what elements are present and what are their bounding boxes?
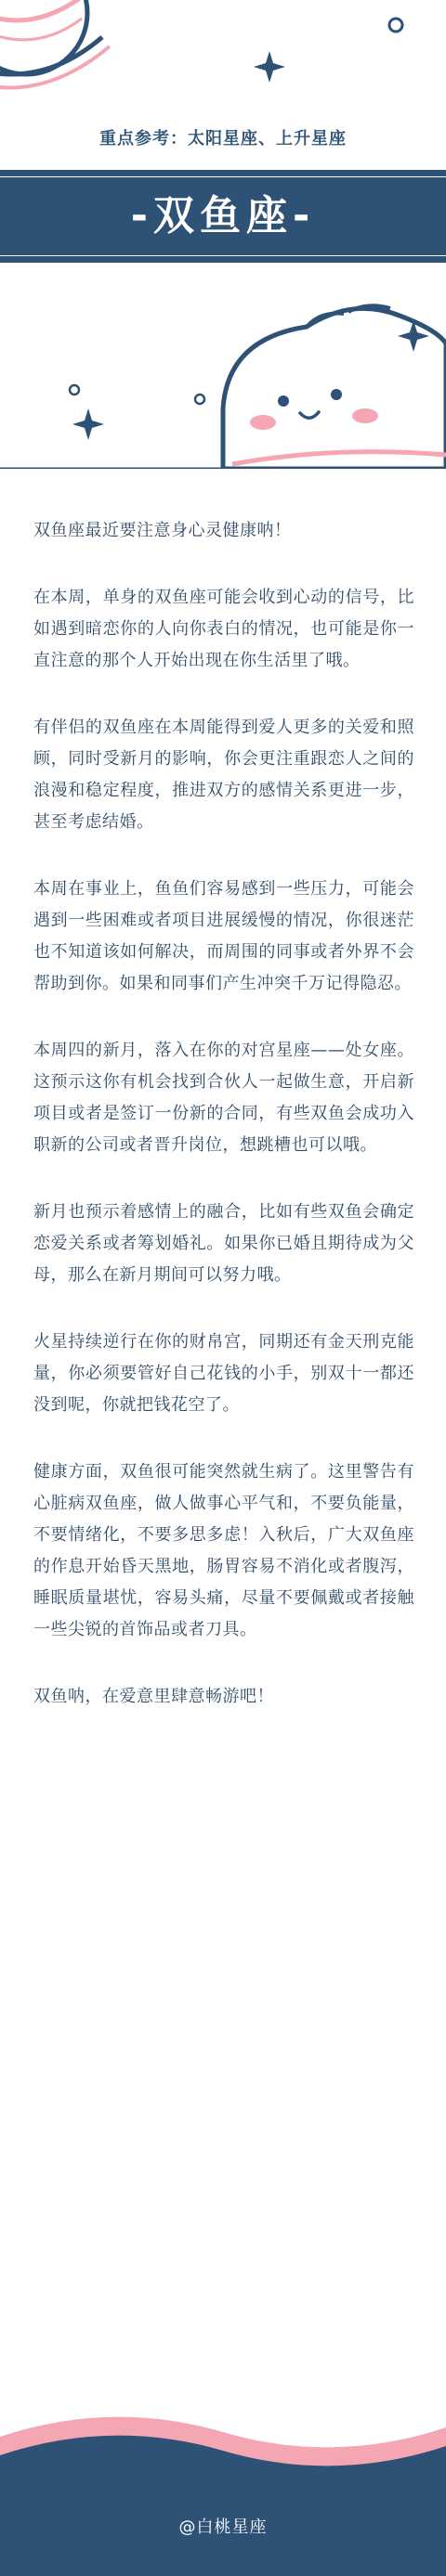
paragraph: 有伴侣的双鱼座在本周能得到爱人更多的关爱和照顾，同时受新月的影响，你会更注重跟恋人之间的浪漫和稳定程度，推进双方的感情关系更进一步，甚至考虑结婚。 [33, 718, 414, 832]
sparkle-icon [72, 408, 104, 440]
paragraph: 双鱼呐，在爱意里肆意畅游吧！ [33, 1687, 274, 1706]
paragraph: 双鱼座最近要注意身心灵健康呐！ [33, 521, 292, 540]
planet-icon [0, 0, 110, 87]
paragraph: 本周四的新月，落入在你的对宫星座——处女座。这预示这你有机会找到合伙人一起做生意，开启新项目或者是签订一份新的合同，有些双鱼会成功入职新的公司或者晋升岗位，想跳槽也可以哦。 [33, 1041, 414, 1155]
footer-credit: @白桃星座 [178, 2518, 268, 2537]
title-banner [0, 170, 446, 263]
paragraph: 本周在事业上，鱼鱼们容易感到一些压力，可能会遇到一些困难或者项目进展缓慢的情况，你很迷茫也不知道该如何解决，而周围的同事或者外界不会帮助到你。如果和同事们产生冲突千万记得隐忍。 [33, 879, 414, 993]
small-ring-icon [195, 395, 204, 404]
footer [0, 2404, 446, 2576]
sparkle-icon [254, 51, 285, 83]
article-body [33, 515, 414, 1748]
small-ring-icon [70, 385, 79, 395]
paragraph: 在本周，单身的双鱼座可能会收到心动的信号，比如遇到暗恋你的人向你表白的情况，也可能是你一直注意的那个人开始出现在你生活里了哦。 [33, 588, 414, 670]
page-title: -双鱼座- [130, 192, 316, 239]
paragraph: 新月也预示着感情上的融合，比如有些双鱼会确定恋爱关系或者筹划婚礼。如果你已婚且期待成为父母，那么在新月期间可以努力哦。 [33, 1202, 414, 1285]
header [0, 0, 446, 469]
small-ring-icon [389, 19, 402, 32]
paragraph: 火星持续逆行在你的财帛宫，同期还有金天刑克能量，你必须要管好自己花钱的小手，别双十一都还没到呢，你就把钱花空了。 [33, 1332, 414, 1415]
footer-wave [0, 2404, 446, 2576]
paragraph: 健康方面，双鱼很可能突然就生病了。这里警告有心脏病双鱼座，做人做事心平气和，不要负能量，不要情绪化，不要多思多虑！入秋后，广大双鱼座的作息开始昏天黑地，肠胃容易不消化或者腹泻，睡眠质量堪忧，容易头痛，尽量不要佩戴或者接触一些尖锐的首饰品或者刀具。 [33, 1462, 414, 1639]
subtitle: 重点参考：太阳星座、上升星座 [99, 129, 347, 149]
